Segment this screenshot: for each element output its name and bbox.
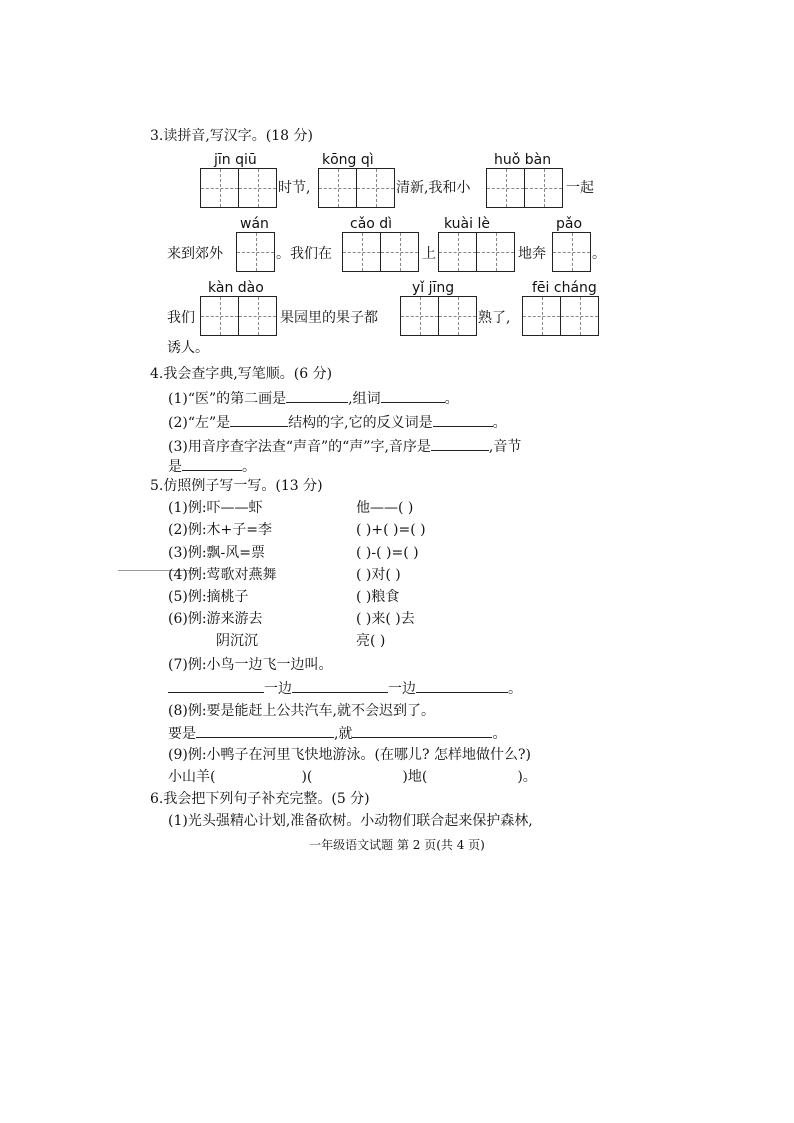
char-grid-jinqiu[interactable]	[200, 168, 277, 208]
answer-blank[interactable]	[292, 678, 388, 693]
char-grid-kandao[interactable]	[200, 296, 277, 336]
answer-blank[interactable]	[168, 678, 264, 693]
q3-text: 来到郊外	[167, 246, 223, 262]
q5-example-left: (3)例:飘-风=票	[168, 545, 266, 561]
answer-blank[interactable]	[433, 412, 493, 427]
q6-line-1: (1)光头强精心计划,准备砍树。小动物们联合起来保护森林,	[168, 813, 533, 829]
q5-example-left: (5)例:摘桃子	[168, 589, 249, 605]
q3-text: 熟了,	[478, 310, 511, 326]
char-grid-wan[interactable]	[236, 232, 275, 272]
q5-example-left: (1)例:吓——虾	[168, 500, 263, 516]
answer-blank[interactable]	[431, 436, 489, 451]
char-grid-yijing[interactable]	[400, 296, 477, 336]
q5-answer-7: 一边 一边 。	[168, 678, 522, 699]
q3-text: 诱人。	[167, 340, 209, 356]
q3-text: 清新,我和小	[396, 180, 471, 196]
page-footer: 一年级语文试题 第 2 页(共 4 页)	[309, 838, 485, 852]
q4-line-4: 是 。	[168, 456, 256, 477]
char-grid-caodi[interactable]	[342, 232, 419, 272]
q5-example-left: (6)例:游来游去	[168, 611, 263, 627]
pinyin-kandao: kàn dào	[208, 280, 264, 296]
q3-text: 一起	[566, 180, 594, 196]
q3-text: 我们	[167, 310, 195, 326]
char-grid-kuaile[interactable]	[438, 232, 515, 272]
q5-example-left: (2)例:木+子=李	[168, 522, 273, 538]
pinyin-yijing: yǐ jīng	[412, 280, 455, 296]
pinyin-feichang: fēi cháng	[532, 280, 597, 296]
answer-blank[interactable]	[286, 388, 348, 403]
q5-answer-right[interactable]: ( )+( )=( )	[356, 522, 426, 538]
q4-title: 4.我会查字典,写笔顺。(6 分)	[150, 366, 333, 382]
q5-sentence-8: (8)例:要是能赶上公共汽车,就不会迟到了。	[168, 703, 435, 719]
q3-text: 地奔	[518, 246, 546, 262]
q5-example-left: 阴沉沉	[216, 633, 258, 649]
pinyin-kongqi: kōng qì	[322, 152, 374, 168]
q4-line-1: (1)“医”的第二画是 ,组词 。	[168, 388, 459, 409]
q3-text: 时节,	[278, 180, 311, 196]
q3-title: 3.读拼音,写汉字。(18 分)	[150, 128, 313, 144]
pinyin-wan: wán	[240, 216, 269, 232]
answer-blank[interactable]	[416, 678, 508, 693]
q5-sentence-9: (9)例:小鸭子在河里飞快地游泳。(在哪儿? 怎样地做什么?)	[168, 747, 531, 763]
q5-answer-right[interactable]: ( )粮食	[356, 589, 400, 605]
q5-sentence-7: (7)例:小鸟一边飞一边叫。	[168, 657, 333, 673]
q5-answer-right[interactable]: ( )对( )	[356, 567, 401, 583]
q5-answer-right[interactable]: ( )-( )=( )	[356, 545, 419, 561]
answer-blank[interactable]	[352, 723, 492, 738]
answer-blank[interactable]	[182, 456, 242, 471]
pinyin-jinqiu: jīn qiū	[214, 152, 257, 168]
answer-blank[interactable]	[196, 723, 334, 738]
answer-blank[interactable]	[381, 388, 445, 403]
q4-line-2: (2)“左”是 结构的字,它的反义词是 。	[168, 412, 507, 433]
q5-title: 5.仿照例子写一写。(13 分)	[150, 478, 323, 494]
q5-answer-right[interactable]: 亮( )	[356, 633, 386, 649]
q3-text: 。我们在	[276, 246, 332, 262]
pinyin-caodi: cǎo dì	[350, 216, 393, 232]
q3-text: 上	[422, 246, 436, 262]
q5-example-left: (4)例:莺歌对燕舞	[168, 567, 277, 583]
q5-answer-right[interactable]: 他——( )	[356, 500, 414, 516]
char-grid-feichang[interactable]	[522, 296, 599, 336]
answer-blank[interactable]	[230, 412, 288, 427]
q5-answer-8: 要是 ,就 。	[168, 723, 506, 744]
q5-answer-right[interactable]: ( )来( )去	[356, 611, 415, 627]
q5-answer-9[interactable]: 小山羊( )( )地( )。	[168, 769, 537, 785]
q3-text: 。	[592, 246, 606, 262]
char-grid-kongqi[interactable]	[318, 168, 395, 208]
char-grid-huoban[interactable]	[486, 168, 563, 208]
char-grid-pao[interactable]	[552, 232, 591, 272]
pinyin-kuaile: kuài lè	[444, 216, 490, 232]
q4-line-3: (3)用音序查字法查“声音”的“声”字,音序是 ,音节	[168, 436, 521, 457]
q6-title: 6.我会把下列句子补充完整。(5 分)	[150, 791, 370, 807]
q3-text: 果园里的果子都	[280, 310, 378, 326]
pinyin-huoban: huǒ bàn	[494, 152, 552, 168]
pinyin-pao: pǎo	[556, 216, 583, 232]
